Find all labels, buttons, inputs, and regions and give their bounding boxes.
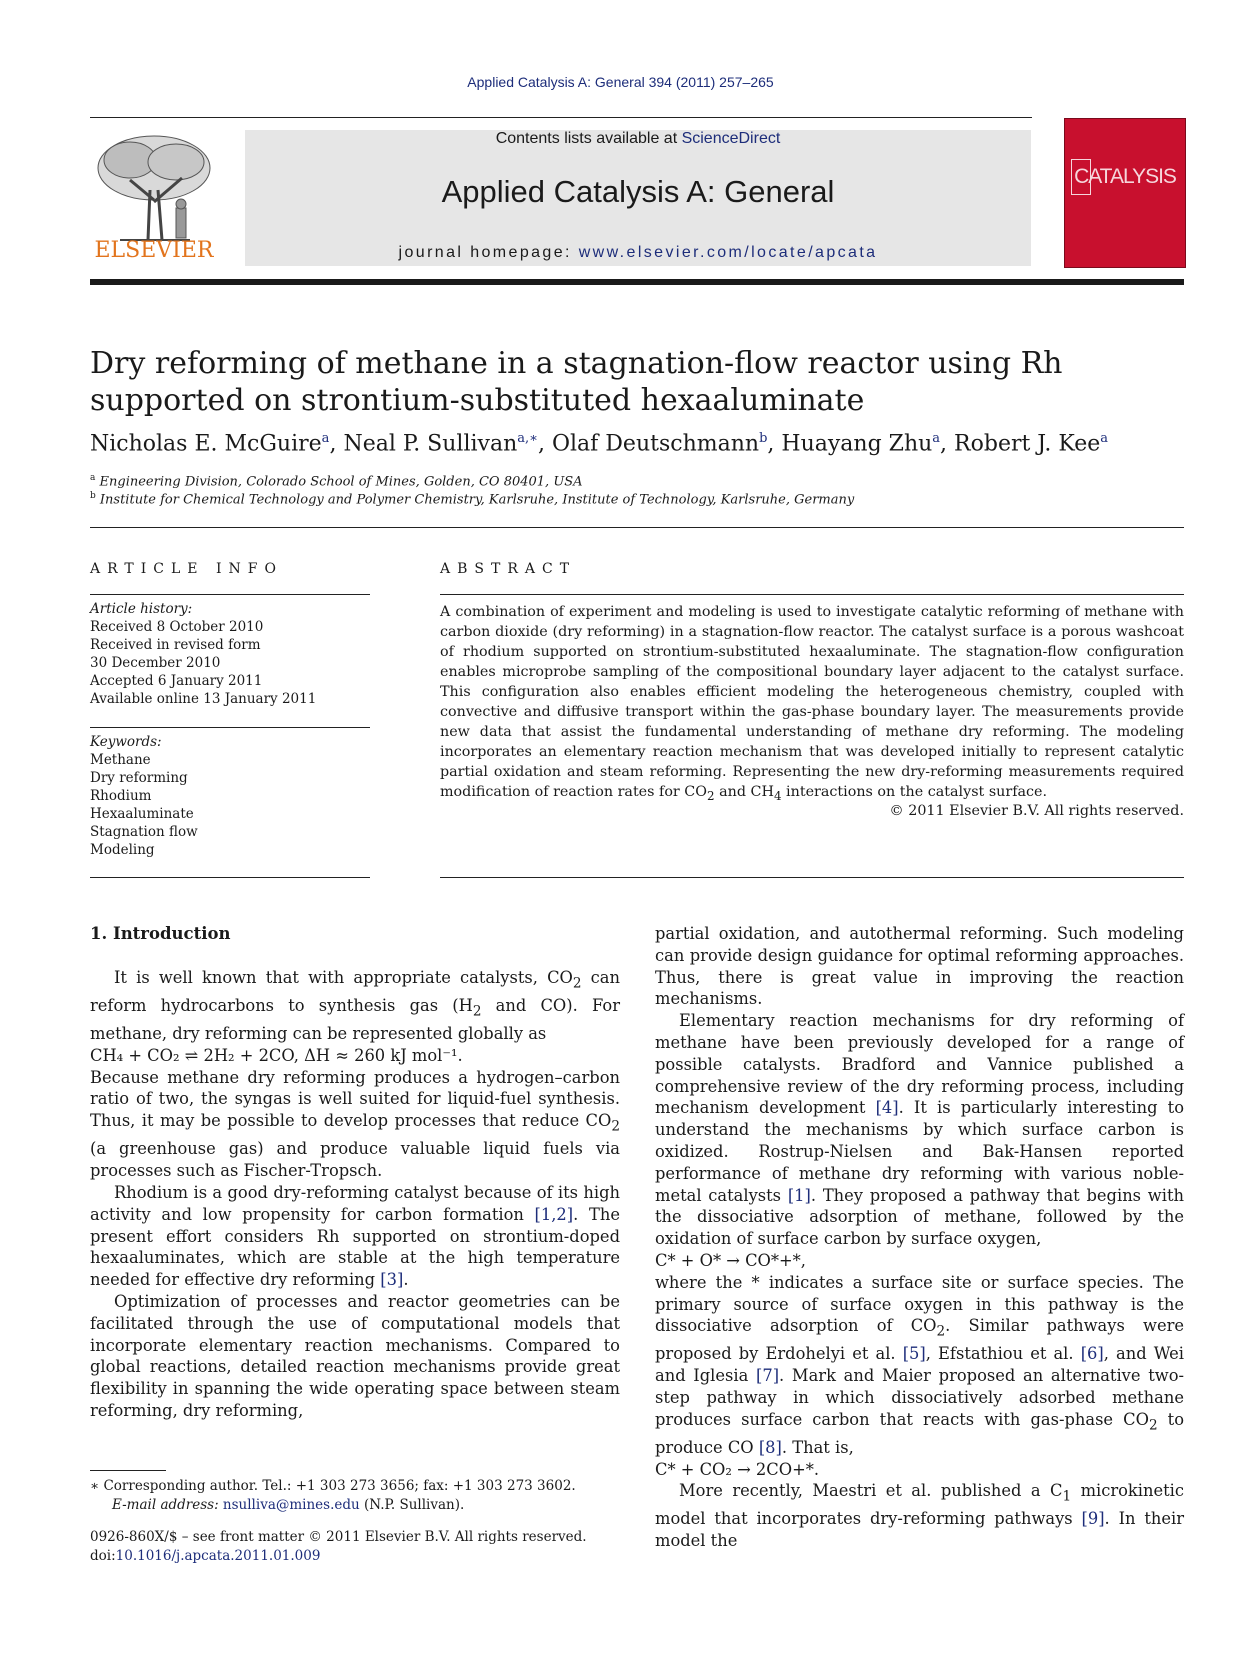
abstract-text [440,602,1184,806]
paragraph [655,1272,1184,1459]
elsevier-tree-logo [90,130,218,272]
history-item: Received 8 October 2010 [90,619,264,635]
reference-link[interactable]: [7] [755,1366,780,1386]
history-item: Accepted 6 January 2011 [90,673,263,689]
text-run: Rhodium is a good dry-reforming catalyst because of its high activity and low propensity for carbon formation [90,1182,620,1224]
journal-cover[interactable] [1064,118,1186,268]
header-thick-rule [90,279,1184,285]
journal-title: Applied Catalysis A: General [441,174,835,209]
publisher-wordmark: ELSEVIER [94,238,214,263]
contents-prefix: Contents lists available at [495,130,682,147]
keyword: Modeling [90,842,155,858]
paragraph [90,1067,620,1182]
affiliation-text: Engineering Division, Colorado School of Mines, Golden, CO 80401, USA [99,474,583,490]
text-run: . Mark and Maier proposed an alternative two-step pathway in which dissociatively adsorbed methane produces surface carbon that reacts with gas-phase CO [655,1366,1184,1429]
author-affil-link[interactable]: b [759,431,768,446]
abstract-part: A combination of experiment and modeling is used to investigate catalytic reforming of methane with carbon dioxide (dry reforming) in a stagnation-flow reactor. The catalyst surface is a porous washcoat of rhodium supported on strontium-substituted hexaaluminate. The stagnation-flow configuration enables microprobe sampling of the compositional boundary layer adjacent to the catalyst surface. This configuration also enables efficient modeling the heterogeneous chemistry, coupled with convective and diffusive transport within the gas-phase boundary layer. The measurements provide new data that assist the fundamental understanding of methane dry reforming. The modeling incorporates an elementary reaction mechanism that was developed initially to represent catalytic partial oxidation and steam reforming. Representing the new dry-reforming measurements required modification of reaction rates for CO [440,604,1184,800]
body-column-left [90,967,620,1422]
text-run: . [403,1270,409,1290]
reference-link[interactable]: [5] [902,1344,926,1364]
text-run: . They proposed a pathway that begins with the dissociative adsorption of methane, followed by the oxidation of surface carbon by surface oxygen, [655,1185,1184,1249]
abstract-copyright: © 2011 Elsevier B.V. All rights reserved. [889,803,1184,819]
author-name: Olaf Deutschmann [551,431,760,457]
reference-link[interactable]: [1,2] [534,1204,574,1224]
paragraph [655,1010,1184,1250]
keyword: Hexaaluminate [90,806,194,822]
reference-link[interactable]: [4] [875,1098,899,1118]
subscript: 2 [572,975,582,992]
issn-block [90,1528,690,1566]
footnote [90,1477,690,1515]
text-run: . The present effort considers Rh supported on strontium-doped hexaaluminates, which are stable at the high temperature needed for effective dry reforming [90,1204,620,1290]
author-name: Huayang Zhu [781,431,933,457]
corresponding-author-note: ∗ Corresponding author. Tel.: +1 303 273 3656; fax: +1 303 273 3602. [90,1478,576,1494]
subscript: 2 [706,788,715,803]
equation: CH₄ + CO₂ ⇌ 2H₂ + 2CO, ΔH ≈ 260 kJ mol⁻¹. [90,1045,463,1065]
text-run: microkinetic model that incorporates dry-reforming pathways [655,1481,1184,1529]
text-run: . In their model the [655,1509,1184,1551]
homepage-link[interactable]: www.elsevier.com/locate/apcata [578,244,878,261]
doi-label: doi: [90,1548,116,1564]
author-affil-link[interactable]: a [1100,431,1109,446]
keywords-label: Keywords: [90,734,162,750]
paragraph [90,1182,620,1291]
paragraph [90,967,620,1045]
subscript: 4 [773,788,782,803]
paragraph: partial oxidation, and autothermal reforming. Such modeling can provide design guidance for optimal reforming approaches. Thus, there is great value in improving the reaction mechanisms. [655,924,1184,1009]
divider [440,594,1184,595]
affiliation-marker: a [90,473,96,483]
email-link[interactable]: nsulliva@mines.edu [222,1497,360,1513]
reference-link[interactable]: [8] [758,1437,782,1457]
subscript: 2 [936,1323,946,1340]
history-item: Available online 13 January 2011 [90,691,317,707]
affiliation-marker: b [90,491,96,501]
header-rule [90,117,1032,118]
email-suffix: (N.P. Sullivan). [359,1497,465,1513]
author-name: Neal P. Sullivan [343,431,518,457]
author-affil-link[interactable]: a [321,431,330,446]
text-run: . It is particularly interesting to understand the mechanisms by which surface carbon is oxidized. Rostrup-Nielsen and Bak-Hansen reported performance of methane dry reforming with various noble-metal catalysts [655,1098,1184,1205]
text-run: and CO). For methane, dry reforming can be represented globally as [90,996,620,1044]
doi-link[interactable]: 10.1016/j.apcata.2011.01.009 [115,1548,321,1564]
issn-line: 0926-860X/$ – see front matter © 2011 Elsevier B.V. All rights reserved. [90,1529,587,1545]
keyword: Stagnation flow [90,824,198,840]
text-run: . Similar pathways were proposed by Erdohelyi et al. [655,1316,1184,1364]
keywords-list [90,733,370,859]
text-run: to produce CO [655,1409,1184,1457]
author-affil-link[interactable]: a,∗ [517,431,538,446]
abstract-part: and CH [714,784,774,800]
text-run: More recently, Maestri et al. published a C [679,1481,1063,1501]
divider [90,877,370,878]
journal-citation[interactable]: Applied Catalysis A: General 394 (2011) 257–265 [467,74,774,90]
title-rule [90,527,1184,528]
author-name: Nicholas E. McGuire [90,431,322,457]
text-run: , and Wei and Iglesia [655,1344,1185,1386]
text-run: (a greenhouse gas) and produce valuable liquid fuels via processes such as Fischer-Tropsch. [90,1139,620,1181]
author-list: Nicholas E. McGuire$^a$, Neal P. Sullivan$^{a,∗}$, Olaf Deutschmann$^b$, Huayang Zhu$^a$, Robert J. Kee$^a$ [90,431,1109,457]
homepage-line [245,244,1031,262]
contents-line [245,130,1031,148]
history-item: Received in revised form [90,637,261,653]
article-history [90,600,370,708]
text-run: can reform hydrocarbons to synthesis gas (H [90,968,620,1016]
section-heading: 1. Introduction [90,924,231,943]
author-name: Robert J. Kee [954,431,1101,457]
divider [440,877,1184,878]
text-run: Elementary reaction mechanisms for dry reforming of methane have been previously developed for a range of possible catalysts. Bradford and Vannice published a comprehensive review of the dry reforming process, including mechanism development [655,1011,1184,1118]
footnote-rule [90,1470,166,1471]
subscript: 2 [1148,1417,1158,1434]
divider [90,594,370,595]
author-affil-link[interactable]: a [932,431,941,446]
reference-link[interactable]: [9] [1081,1509,1105,1529]
paragraph [655,1480,1184,1552]
paragraph: Optimization of processes and reactor geometries can be facilitated through the use of computational models that incorporate elementary reaction mechanisms. Compared to global reactions, detailed reaction mechanisms provide great flexibility in spanning the wide operating space between steam reforming, dry reforming, [90,1291,620,1420]
journal-banner [245,130,1031,266]
cover-title: CATALYSIS [1074,165,1176,188]
text-run: Because methane dry reforming produces a hydrogen–carbon ratio of two, the syngas is well suited for liquid-fuel synthesis. Thus, it may be possible to develop processes that reduce CO [90,1067,620,1131]
equation: C* + O* → CO*+*, [655,1250,806,1270]
text-run: . That is, [781,1437,854,1457]
homepage-prefix: journal homepage: [398,244,579,261]
affiliation [90,473,1184,489]
subscript: 2 [611,1118,620,1135]
text-run: where the * indicates a surface site or surface species. The primary source of surface oxygen in this pathway is the dissociative adsorption of CO [655,1272,1184,1336]
divider [90,727,370,728]
affiliation [90,491,1184,507]
article-info-heading: ARTICLE INFO [90,561,283,577]
sciencedirect-link[interactable]: ScienceDirect [681,130,781,147]
history-label: Article history: [90,601,193,617]
text-run: It is well known that with appropriate catalysts, CO [114,968,573,987]
subscript: 1 [1062,1488,1072,1505]
reference-link[interactable]: [6] [1080,1344,1104,1364]
equation: C* + CO₂ → 2CO+*. [655,1459,820,1479]
reference-link[interactable]: [1] [787,1185,811,1205]
email-line [90,1496,690,1515]
keyword: Dry reforming [90,770,188,786]
subscript: 2 [472,1003,482,1020]
abstract-heading: ABSTRACT [440,561,577,577]
reference-link[interactable]: [3] [380,1270,404,1290]
keyword: Rhodium [90,788,152,804]
abstract-part: interactions on the catalyst surface. [781,784,1048,800]
article-title: Dry reforming of methane in a stagnation-flow reactor using Rh supported on strontium-substituted hexaaluminate [90,346,1063,418]
history-item: 30 December 2010 [90,655,221,671]
affiliation-text: Institute for Chemical Technology and Polymer Chemistry, Karlsruhe, Institute of Technology, Karlsruhe, Germany [99,492,855,508]
keyword: Methane [90,752,151,768]
text-run: , Efstathiou et al. [925,1344,1081,1364]
body-column-right [655,923,1184,1552]
email-label: E-mail address: [112,1497,223,1513]
doi-line [90,1547,690,1566]
